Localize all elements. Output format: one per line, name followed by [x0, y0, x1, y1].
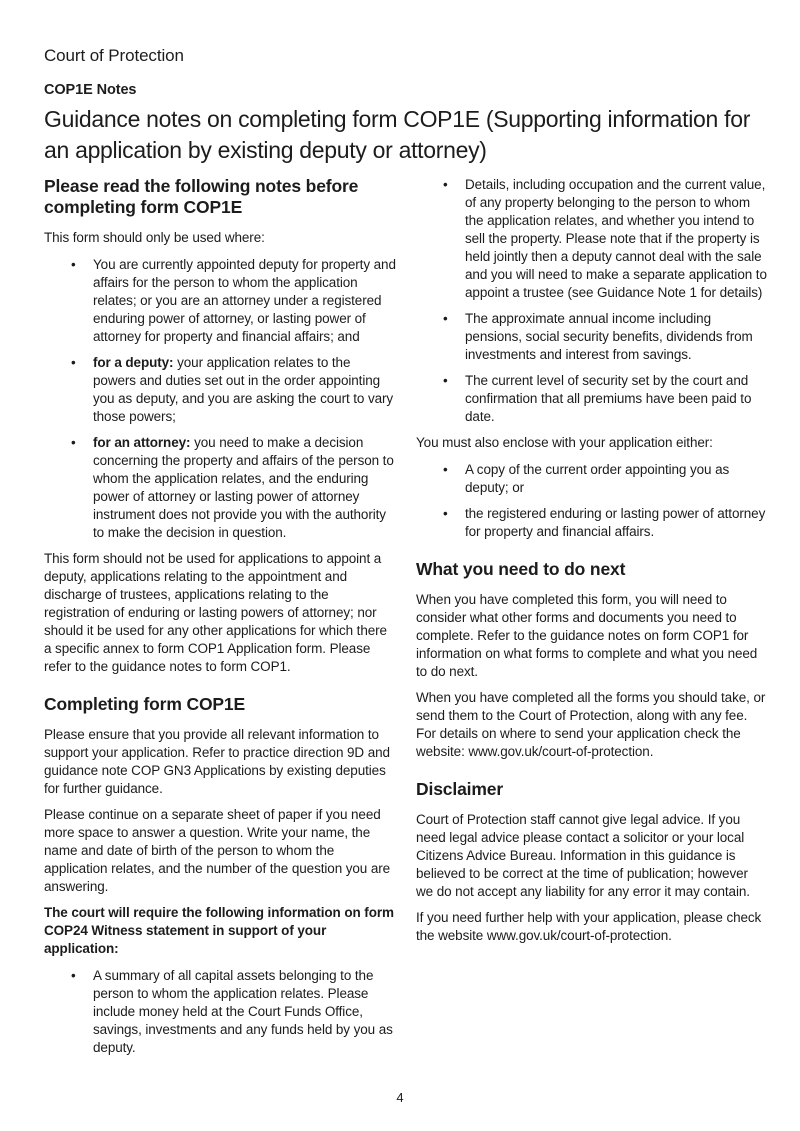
section-heading-completing: Completing form COP1E — [44, 694, 246, 714]
bullet-text: the registered enduring or lasting power of attorney for property and financial affairs. — [465, 506, 766, 539]
bullet-item — [416, 176, 768, 302]
bullet-text: A copy of the current order appointing you as deputy; or — [465, 462, 730, 495]
right-column — [416, 176, 768, 1065]
bullet-text: The current level of security set by the court and confirmation that all premiums have been paid to date. — [465, 373, 752, 424]
bullet-item — [44, 354, 396, 426]
paragraph-next-steps-1: When you have completed this form, you will need to consider what other forms and documents you need to complete. Refer to the guidance notes on form COP1 for information on what forms to complete and what you need to do next. — [416, 592, 758, 679]
bullet-list-usage — [44, 256, 396, 542]
bullet-text: your application relates to the powers and duties set out in the order appointing you as deputy, and you are asking the court to vary those powers; — [93, 355, 394, 424]
bullet-bold-lead: for an attorney: — [93, 435, 191, 450]
paragraph-enclose-lead-in: You must also enclose with your application either: — [416, 435, 713, 450]
section-heading-next-steps: What you need to do next — [416, 559, 626, 579]
doc-brand: Court of Protection — [44, 46, 184, 65]
bullet-text: you need to make a decision concerning the property and affairs of the person to whom the application relates, and the enduring power of attorney or lasting power of attorney instrument does not provide you with the authority to make the decision in question. — [93, 435, 394, 540]
section-heading-disclaimer: Disclaimer — [416, 779, 504, 799]
bullet-text: You are currently appointed deputy for property and affairs for the person to whom the application relates; or you are an attorney under a registered enduring power of attorney, or lasting power of attorney for property and financial affairs; and — [93, 257, 396, 344]
paragraph-court-requirements: The court will require the following information on form COP24 Witness statement in support of your application: — [44, 905, 394, 956]
paragraph-disclaimer-2: If you need further help with your application, please check the website www.gov.uk/court-of-protection. — [416, 910, 762, 943]
bullet-item — [44, 967, 396, 1057]
bullet-list-required-info — [416, 176, 768, 426]
bullet-item — [44, 434, 396, 542]
left-column — [44, 176, 396, 1065]
two-column-layout — [44, 176, 768, 1065]
paragraph-not-used-for: This form should not be used for applications to appoint a deputy, applications relating to the appointment and discharge of trustees, applications relating to the registration of enduring or lasting powers of attorney; nor should it be used for any other applications for which there a specific annex to form COP1 Application form. Please refer to the guidance notes to form COP1. — [44, 551, 387, 674]
paragraph-completing-2: Please continue on a separate sheet of paper if you need more space to answer a question. Write your name, the name and date of birth of the person to whom the application relates, and the number of the question you are answering. — [44, 807, 391, 894]
bullet-list-capital-assets — [44, 967, 396, 1057]
bullet-bold-lead: for a deputy: — [93, 355, 174, 370]
bullet-item — [416, 372, 768, 426]
paragraph-next-steps-2: When you have completed all the forms you should take, or send them to the Court of Protection, along with any fee. For details on where to send your application check the website: www.gov.uk/court-of-protection. — [416, 690, 766, 759]
bullet-text: Details, including occupation and the current value, of any property belonging to the person to whom the application relates, and whether you intend to sell the property. Please note that if the property is held jointly then a deputy cannot deal with the sale and you will need to make a separate application to appoint a trustee (see Guidance Note 1 for details) — [465, 177, 767, 300]
form-code: COP1E Notes — [44, 82, 137, 98]
bullet-item — [416, 505, 768, 541]
bullet-text: A summary of all capital assets belonging to the person to whom the application relates. Please include money held at the Court Funds Office, savings, investments and any funds held by you as deputy. — [93, 968, 393, 1055]
section-heading-read-notes: Please read the following notes before completing form COP1E — [44, 176, 359, 217]
bullet-item — [416, 310, 768, 364]
page-number: 4 — [396, 1090, 404, 1105]
paragraph-completing-1: Please ensure that you provide all relevant information to support your application. Refer to practice direction 9D and guidance note COP GN3 Applications by existing deputies for further guidance. — [44, 727, 390, 796]
paragraph-lead-in: This form should only be used where: — [44, 230, 265, 245]
bullet-text: The approximate annual income including pensions, social security benefits, dividends from investments and interest from savings. — [465, 311, 753, 362]
paragraph-disclaimer-1: Court of Protection staff cannot give legal advice. If you need legal advice please contact a solicitor or your local Citizens Advice Bureau. Information in this guidance is believed to be correct at the time of publication; however we do not accept any liability for any error it may contain. — [416, 812, 750, 899]
bullet-list-enclosures — [416, 461, 768, 541]
bullet-item — [416, 461, 768, 497]
page-title: Guidance notes on completing form COP1E (Supporting information for an application by existing deputy or attorney) — [44, 106, 751, 163]
bullet-item — [44, 256, 396, 346]
